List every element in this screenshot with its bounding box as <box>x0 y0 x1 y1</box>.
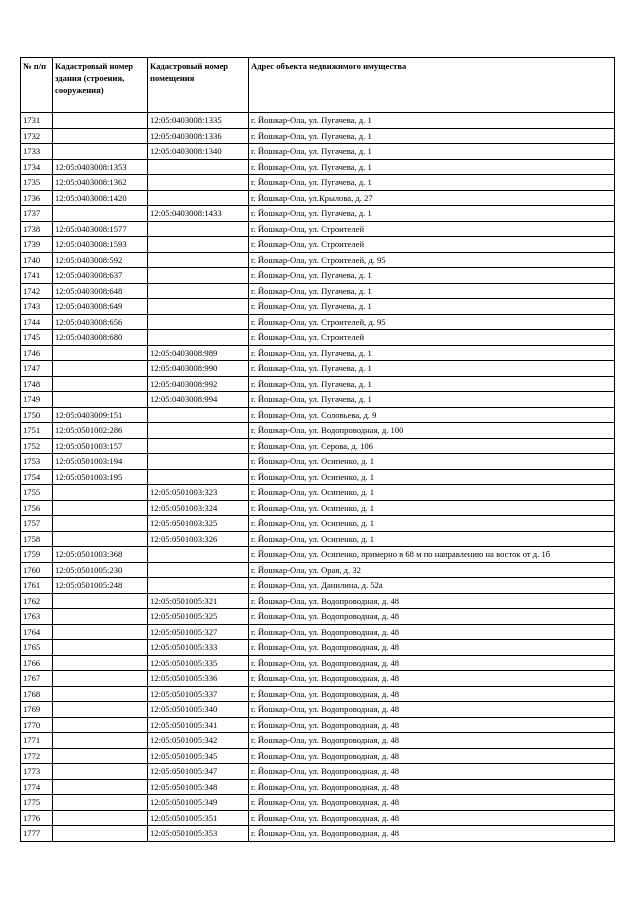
cell-address: г. Йошкар-Ола, ул. Осипенко, д. 1 <box>249 516 615 532</box>
cell-premises-cadastral: 12:05:0403008:990 <box>148 361 249 377</box>
cell-row-number: 1739 <box>21 237 53 253</box>
cell-row-number: 1755 <box>21 485 53 501</box>
cell-premises-cadastral: 12:05:0501003:324 <box>148 500 249 516</box>
cell-row-number: 1758 <box>21 531 53 547</box>
cell-building-cadastral <box>53 810 148 826</box>
cell-address: г. Йошкар-Ола, ул. Осипенко, д. 1 <box>249 485 615 501</box>
cell-building-cadastral <box>53 345 148 361</box>
cell-address: г. Йошкар-Ола, ул. Пугачева, д. 1 <box>249 268 615 284</box>
cell-address: г. Йошкар-Ола, ул. Водопроводная, д. 48 <box>249 593 615 609</box>
cell-address: г. Йошкар-Ола, ул. Осипенко, д. 1 <box>249 531 615 547</box>
table-row <box>21 159 615 175</box>
cell-building-cadastral <box>53 795 148 811</box>
table-row <box>21 469 615 485</box>
cell-row-number: 1753 <box>21 454 53 470</box>
table-row <box>21 547 615 563</box>
cell-building-cadastral <box>53 779 148 795</box>
cell-premises-cadastral <box>148 268 249 284</box>
cell-row-number: 1741 <box>21 268 53 284</box>
cell-premises-cadastral: 12:05:0501005:335 <box>148 655 249 671</box>
table-row <box>21 624 615 640</box>
cell-address: г. Йошкар-Ола, ул. Серова, д. 106 <box>249 438 615 454</box>
table-row <box>21 345 615 361</box>
cell-premises-cadastral: 12:05:0501005:345 <box>148 748 249 764</box>
cell-address: г. Йошкар-Ола, ул. Водопроводная, д. 48 <box>249 779 615 795</box>
table-row <box>21 423 615 439</box>
cell-row-number: 1750 <box>21 407 53 423</box>
cell-address: г. Йошкар-Ола, ул. Пугачева, д. 1 <box>249 128 615 144</box>
cell-row-number: 1736 <box>21 190 53 206</box>
cell-building-cadastral: 12:05:0403008:637 <box>53 268 148 284</box>
cell-row-number: 1752 <box>21 438 53 454</box>
table-row <box>21 454 615 470</box>
cell-address: г. Йошкар-Ола, ул. Водопроводная, д. 48 <box>249 826 615 842</box>
table-row <box>21 702 615 718</box>
cell-row-number: 1746 <box>21 345 53 361</box>
table-row <box>21 640 615 656</box>
table-row <box>21 593 615 609</box>
cell-row-number: 1737 <box>21 206 53 222</box>
cell-premises-cadastral: 12:05:0501003:326 <box>148 531 249 547</box>
cell-premises-cadastral <box>148 159 249 175</box>
cell-row-number: 1765 <box>21 640 53 656</box>
cell-row-number: 1766 <box>21 655 53 671</box>
cell-address: г. Йошкар-Ола, ул. Пугачева, д. 1 <box>249 361 615 377</box>
cell-row-number: 1742 <box>21 283 53 299</box>
cell-building-cadastral: 12:05:0403008:1577 <box>53 221 148 237</box>
cell-building-cadastral: 12:05:0501003:368 <box>53 547 148 563</box>
cell-building-cadastral <box>53 500 148 516</box>
cell-building-cadastral <box>53 686 148 702</box>
cell-address: г. Йошкар-Ола, ул. Водопроводная, д. 48 <box>249 624 615 640</box>
table-row <box>21 299 615 315</box>
cell-building-cadastral: 12:05:0501005:248 <box>53 578 148 594</box>
cell-address: г. Йошкар-Ола, ул. Пугачева, д. 1 <box>249 144 615 160</box>
cell-row-number: 1734 <box>21 159 53 175</box>
cell-address: г. Йошкар-Ола, ул. Осипенко, д. 1 <box>249 454 615 470</box>
cell-address: г. Йошкар-Ола, ул. Строителей, д. 95 <box>249 314 615 330</box>
table-row <box>21 113 615 129</box>
cell-premises-cadastral: 12:05:0501005:340 <box>148 702 249 718</box>
cell-row-number: 1776 <box>21 810 53 826</box>
cell-building-cadastral <box>53 144 148 160</box>
cell-premises-cadastral <box>148 175 249 191</box>
table-row <box>21 407 615 423</box>
cell-premises-cadastral: 12:05:0403008:1336 <box>148 128 249 144</box>
cell-building-cadastral: 12:05:0403008:1362 <box>53 175 148 191</box>
cell-premises-cadastral <box>148 190 249 206</box>
table-row <box>21 268 615 284</box>
cell-premises-cadastral: 12:05:0403008:1340 <box>148 144 249 160</box>
cell-row-number: 1743 <box>21 299 53 315</box>
table-row <box>21 562 615 578</box>
cell-address: г. Йошкар-Ола, ул. Строителей <box>249 237 615 253</box>
table-row <box>21 221 615 237</box>
cell-building-cadastral <box>53 640 148 656</box>
table-row <box>21 795 615 811</box>
cell-building-cadastral <box>53 826 148 842</box>
cell-row-number: 1745 <box>21 330 53 346</box>
cell-row-number: 1732 <box>21 128 53 144</box>
table-row <box>21 748 615 764</box>
cell-premises-cadastral: 12:05:0501005:336 <box>148 671 249 687</box>
cell-address: г. Йошкар-Ола, ул. Строителей <box>249 221 615 237</box>
cell-premises-cadastral: 12:05:0501005:333 <box>148 640 249 656</box>
cell-building-cadastral: 12:05:0403008:680 <box>53 330 148 346</box>
cell-row-number: 1738 <box>21 221 53 237</box>
table-row <box>21 330 615 346</box>
cell-building-cadastral: 12:05:0403008:649 <box>53 299 148 315</box>
cell-address: г. Йошкар-Ола, ул. Пугачева, д. 1 <box>249 392 615 408</box>
cell-address: г. Йошкар-Ола, ул. Водопроводная, д. 48 <box>249 686 615 702</box>
cell-address: г. Йошкар-Ола, ул. Водопроводная, д. 48 <box>249 733 615 749</box>
cell-address: г. Йошкар-Ола, ул. Строителей, д. 95 <box>249 252 615 268</box>
cell-building-cadastral <box>53 392 148 408</box>
cell-address: г. Йошкар-Ола, ул. Пугачева, д. 1 <box>249 376 615 392</box>
cell-row-number: 1757 <box>21 516 53 532</box>
cell-building-cadastral <box>53 361 148 377</box>
cell-premises-cadastral <box>148 407 249 423</box>
cell-premises-cadastral <box>148 221 249 237</box>
cell-premises-cadastral: 12:05:0501005:353 <box>148 826 249 842</box>
cell-address: г. Йошкар-Ола, ул. Пугачева, д. 1 <box>249 113 615 129</box>
cell-premises-cadastral: 12:05:0501005:351 <box>148 810 249 826</box>
cell-row-number: 1762 <box>21 593 53 609</box>
cell-premises-cadastral <box>148 469 249 485</box>
cell-address: г. Йошкар-Ола, ул. Данилина, д. 52а <box>249 578 615 594</box>
cell-premises-cadastral: 12:05:0501005:341 <box>148 717 249 733</box>
cell-premises-cadastral: 12:05:0403008:992 <box>148 376 249 392</box>
cell-building-cadastral <box>53 733 148 749</box>
cell-row-number: 1735 <box>21 175 53 191</box>
cell-row-number: 1747 <box>21 361 53 377</box>
cell-building-cadastral <box>53 593 148 609</box>
table-row <box>21 733 615 749</box>
cell-premises-cadastral: 12:05:0403008:1335 <box>148 113 249 129</box>
table-row <box>21 826 615 842</box>
header-premises-cadastral: Кадастровый номер помещения <box>148 58 249 113</box>
cell-premises-cadastral <box>148 283 249 299</box>
cell-row-number: 1751 <box>21 423 53 439</box>
cell-row-number: 1771 <box>21 733 53 749</box>
cell-row-number: 1775 <box>21 795 53 811</box>
table-row <box>21 717 615 733</box>
cell-building-cadastral: 12:05:0501005:230 <box>53 562 148 578</box>
cell-premises-cadastral <box>148 423 249 439</box>
cell-address: г. Йошкар-Ола, ул. Водопроводная, д. 48 <box>249 795 615 811</box>
cell-address: г. Йошкар-Ола, ул. Осипенко, д. 1 <box>249 500 615 516</box>
cell-building-cadastral: 12:05:0501003:195 <box>53 469 148 485</box>
table-row <box>21 175 615 191</box>
cell-premises-cadastral: 12:05:0403008:989 <box>148 345 249 361</box>
table-row <box>21 578 615 594</box>
cell-address: г. Йошкар-Ола, ул. Соловьева, д. 9 <box>249 407 615 423</box>
table-row <box>21 144 615 160</box>
cell-premises-cadastral: 12:05:0403008:994 <box>148 392 249 408</box>
cell-address: г. Йошкар-Ола, ул. Водопроводная, д. 48 <box>249 655 615 671</box>
cell-row-number: 1769 <box>21 702 53 718</box>
cell-row-number: 1749 <box>21 392 53 408</box>
table-body <box>21 113 615 842</box>
cell-premises-cadastral: 12:05:0501005:325 <box>148 609 249 625</box>
cell-premises-cadastral <box>148 454 249 470</box>
table-row <box>21 128 615 144</box>
cell-premises-cadastral: 12:05:0501005:347 <box>148 764 249 780</box>
cell-building-cadastral: 12:05:0501003:157 <box>53 438 148 454</box>
cell-building-cadastral <box>53 717 148 733</box>
cell-address: г. Йошкар-Ола, ул. Пугачева, д. 1 <box>249 206 615 222</box>
cell-row-number: 1773 <box>21 764 53 780</box>
cell-address: г. Йошкар-Ола, ул. Строителей <box>249 330 615 346</box>
table-row <box>21 516 615 532</box>
cell-address: г. Йошкар-Ола, ул. Водопроводная, д. 48 <box>249 671 615 687</box>
cell-address: г. Йошкар-Ола, ул. Водопроводная, д. 48 <box>249 609 615 625</box>
cell-building-cadastral <box>53 113 148 129</box>
cell-building-cadastral <box>53 671 148 687</box>
cell-address: г. Йошкар-Ола, ул. Водопроводная, д. 48 <box>249 810 615 826</box>
cell-building-cadastral: 12:05:0403008:1353 <box>53 159 148 175</box>
cell-building-cadastral <box>53 609 148 625</box>
cell-row-number: 1740 <box>21 252 53 268</box>
table-row <box>21 237 615 253</box>
table-row <box>21 671 615 687</box>
cell-premises-cadastral: 12:05:0403008:1433 <box>148 206 249 222</box>
cell-row-number: 1768 <box>21 686 53 702</box>
cell-building-cadastral: 12:05:0403008:592 <box>53 252 148 268</box>
cell-premises-cadastral <box>148 438 249 454</box>
cell-building-cadastral: 12:05:0403008:656 <box>53 314 148 330</box>
cell-building-cadastral <box>53 655 148 671</box>
table-header-row <box>21 58 615 113</box>
header-address: Адрес объекта недвижимого имущества <box>249 58 615 113</box>
cell-address: г. Йошкар-Ола, ул. Водопроводная, д. 48 <box>249 702 615 718</box>
table-row <box>21 500 615 516</box>
cell-building-cadastral <box>53 128 148 144</box>
table-row <box>21 190 615 206</box>
cell-building-cadastral <box>53 624 148 640</box>
cell-premises-cadastral <box>148 562 249 578</box>
cell-premises-cadastral <box>148 252 249 268</box>
cell-premises-cadastral: 12:05:0501005:337 <box>148 686 249 702</box>
cell-address: г. Йошкар-Ола, ул. Пугачева, д. 1 <box>249 283 615 299</box>
cell-address: г. Йошкар-Ола, ул. Осипенко, примерно в 68 м по направлению на восток от д. 1б <box>249 547 615 563</box>
cell-row-number: 1770 <box>21 717 53 733</box>
table-row <box>21 531 615 547</box>
cell-row-number: 1744 <box>21 314 53 330</box>
cell-address: г. Йошкар-Ола, ул. Пугачева, д. 1 <box>249 299 615 315</box>
cell-premises-cadastral: 12:05:0501005:342 <box>148 733 249 749</box>
table-row <box>21 810 615 826</box>
table-row <box>21 779 615 795</box>
cell-premises-cadastral: 12:05:0501005:349 <box>148 795 249 811</box>
cell-row-number: 1756 <box>21 500 53 516</box>
cell-address: г. Йошкар-Ола, ул. Пугачева, д. 1 <box>249 175 615 191</box>
cell-row-number: 1754 <box>21 469 53 485</box>
cell-building-cadastral: 12:05:0403009:151 <box>53 407 148 423</box>
cell-building-cadastral: 12:05:0403008:1420 <box>53 190 148 206</box>
table-row <box>21 438 615 454</box>
cell-building-cadastral <box>53 485 148 501</box>
cell-building-cadastral <box>53 516 148 532</box>
cell-building-cadastral: 12:05:0403008:1593 <box>53 237 148 253</box>
table-row <box>21 686 615 702</box>
table-row <box>21 392 615 408</box>
table-row <box>21 609 615 625</box>
cell-row-number: 1767 <box>21 671 53 687</box>
table-row <box>21 376 615 392</box>
cell-building-cadastral: 12:05:0501002:286 <box>53 423 148 439</box>
cell-premises-cadastral: 12:05:0501005:327 <box>148 624 249 640</box>
property-register-table <box>20 57 615 842</box>
cell-premises-cadastral <box>148 330 249 346</box>
cell-row-number: 1731 <box>21 113 53 129</box>
cell-building-cadastral <box>53 376 148 392</box>
cell-row-number: 1761 <box>21 578 53 594</box>
cell-premises-cadastral: 12:05:0501003:325 <box>148 516 249 532</box>
cell-premises-cadastral <box>148 314 249 330</box>
table-row <box>21 655 615 671</box>
cell-row-number: 1764 <box>21 624 53 640</box>
cell-address: г. Йошкар-Ола, ул. Водопроводная, д. 48 <box>249 717 615 733</box>
cell-building-cadastral: 12:05:0403008:648 <box>53 283 148 299</box>
cell-address: г. Йошкар-Ола, ул. Осипенко, д. 1 <box>249 469 615 485</box>
cell-row-number: 1759 <box>21 547 53 563</box>
header-building-cadastral: Кадастровый номер здания (строения, сооружения) <box>53 58 148 113</box>
cell-premises-cadastral <box>148 547 249 563</box>
table-row <box>21 314 615 330</box>
cell-row-number: 1777 <box>21 826 53 842</box>
cell-building-cadastral <box>53 531 148 547</box>
cell-address: г. Йошкар-Ола, ул. Водопроводная, д. 48 <box>249 748 615 764</box>
table-row <box>21 252 615 268</box>
cell-address: г. Йошкар-Ола, ул. Водопроводная, д. 48 <box>249 640 615 656</box>
cell-premises-cadastral <box>148 237 249 253</box>
cell-address: г. Йошкар-Ола, ул. Водопроводная, д. 48 <box>249 764 615 780</box>
cell-row-number: 1760 <box>21 562 53 578</box>
cell-premises-cadastral <box>148 578 249 594</box>
table-row <box>21 764 615 780</box>
cell-building-cadastral: 12:05:0501003:194 <box>53 454 148 470</box>
cell-row-number: 1774 <box>21 779 53 795</box>
cell-premises-cadastral: 12:05:0501003:323 <box>148 485 249 501</box>
table-row <box>21 361 615 377</box>
cell-premises-cadastral <box>148 299 249 315</box>
cell-address: г. Йошкар-Ола, ул.Крылова, д. 27 <box>249 190 615 206</box>
table-row <box>21 283 615 299</box>
header-row-number: № п/п <box>21 58 53 113</box>
cell-address: г. Йошкар-Ола, ул. Пугачева, д. 1 <box>249 159 615 175</box>
cell-row-number: 1763 <box>21 609 53 625</box>
cell-premises-cadastral: 12:05:0501005:348 <box>148 779 249 795</box>
table-row <box>21 485 615 501</box>
cell-row-number: 1772 <box>21 748 53 764</box>
cell-address: г. Йошкар-Ола, ул. Пугачева, д. 1 <box>249 345 615 361</box>
cell-premises-cadastral: 12:05:0501005:321 <box>148 593 249 609</box>
cell-row-number: 1733 <box>21 144 53 160</box>
cell-building-cadastral <box>53 764 148 780</box>
table-row <box>21 206 615 222</box>
cell-building-cadastral <box>53 702 148 718</box>
cell-address: г. Йошкар-Ола, ул. Орая, д. 32 <box>249 562 615 578</box>
cell-building-cadastral <box>53 748 148 764</box>
cell-building-cadastral <box>53 206 148 222</box>
cell-row-number: 1748 <box>21 376 53 392</box>
cell-address: г. Йошкар-Ола, ул. Водопроводная, д. 100 <box>249 423 615 439</box>
